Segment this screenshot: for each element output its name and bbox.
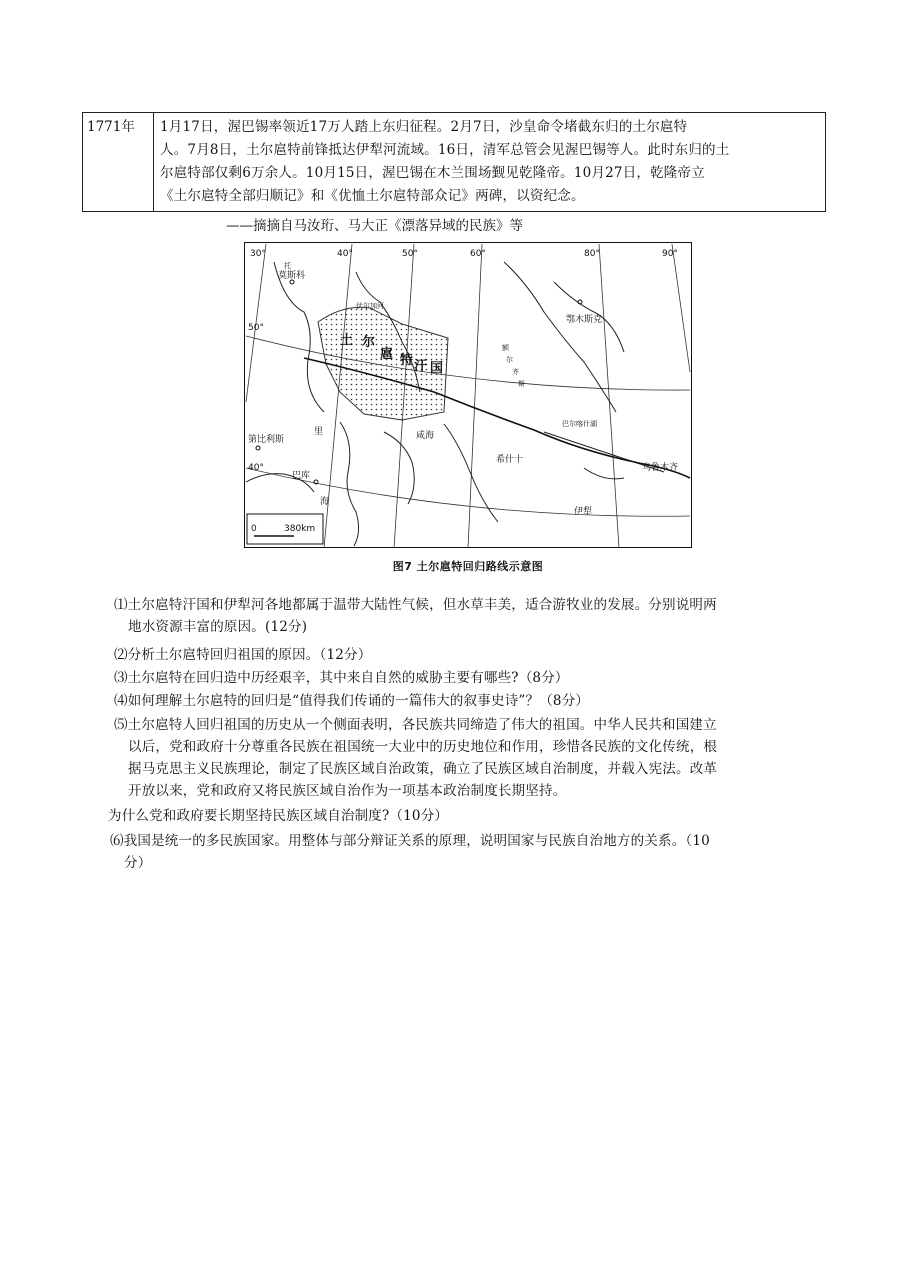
event-line: 1月17日，渥巴锡率领近17万人踏上东归征程。2月7日，沙皇命令堵截东归的土尔扈特 bbox=[160, 119, 688, 135]
khanate-label: 汗 bbox=[414, 359, 428, 374]
map-place-label: 巴尔喀什湖 bbox=[562, 420, 597, 428]
event-line: 人。7月8日，土尔扈特前锋抵达伊犁河流域。16日，清军总管会见渥巴锡等人。此时东归的土 bbox=[160, 142, 730, 158]
longitude-label: 80° bbox=[584, 249, 600, 259]
khanate-label: 扈 bbox=[380, 347, 394, 362]
question-6-line: ⑹我国是统一的多民族国家。用整体与部分辩证关系的原理，说明国家与民族自治地方的关系。（10 bbox=[110, 833, 710, 849]
question-4: ⑷如何理解土尔扈特的回归是“值得我们传诵的一篇伟大的叙事史诗”？（8分） bbox=[114, 693, 590, 709]
question-6-line: 分） bbox=[124, 855, 152, 871]
map-place-label: 额 bbox=[502, 344, 509, 352]
longitude-label: 90° bbox=[662, 249, 678, 259]
source-citation: ——摘摘自马汝珩、马大正《漂落异域的民族》等 bbox=[226, 218, 523, 234]
map-place-label: 咸海 bbox=[416, 431, 435, 441]
map-place-label: 第比利斯 bbox=[248, 435, 285, 445]
khanate-label: 土 bbox=[340, 333, 354, 348]
map-place-label: 尔 bbox=[506, 356, 513, 364]
question-1-line: 地水资源丰富的原因。(12分) bbox=[128, 619, 308, 635]
scale-zero-label: 0 bbox=[251, 524, 257, 534]
route-map-svg bbox=[244, 242, 692, 548]
latitude-label: 50° bbox=[248, 323, 264, 333]
question-5 bbox=[114, 714, 828, 802]
question-5-line: ⑸土尔扈特人回归祖国的历史从一个侧面表明，各民族共同缔造了伟大的祖国。中华人民共和国建立 bbox=[114, 717, 717, 733]
year-cell: 1771年 bbox=[83, 113, 154, 212]
question-3: ⑶土尔扈特在回归造中历经艰辛，其中来自自然的威胁主要有哪些?（8分） bbox=[114, 670, 569, 686]
map-place-label: 鄂木斯克 bbox=[566, 315, 603, 325]
map-place-label: 伏尔加河 bbox=[356, 302, 384, 310]
event-line: 尔扈特部仅剩6万余人。10月15日，渥巴锡在木兰围场觐见乾隆帝。10月27日，乾隆帝立 bbox=[160, 165, 705, 181]
longitude-label: 50° bbox=[402, 249, 418, 259]
latitude-label: 40° bbox=[248, 463, 264, 473]
longitude-label: 40° bbox=[337, 249, 353, 259]
question-6 bbox=[110, 830, 828, 874]
map-caption: 图7 土尔扈特回归路线示意图 bbox=[392, 560, 544, 573]
question-5-line: 以后，党和政府十分尊重各民族在祖国统一大业中的历史地位和作用，珍惜各民族的文化传统，根 bbox=[128, 739, 718, 755]
question-5-ask: 为什么党和政府要长期坚持民族区域自治制度?（10分） bbox=[108, 808, 449, 824]
map-place-label: 齐 bbox=[512, 368, 519, 376]
map-place-label: 巴库 bbox=[292, 471, 311, 481]
khanate-label: 特 bbox=[400, 353, 414, 368]
question-5-line: 据马克思主义民族理论，制定了民族区域自治政策，确立了民族区域自治制度，并载入宪法。改革 bbox=[128, 761, 718, 777]
event-line: 《土尔扈特全部归顺记》和《优恤土尔扈特部众记》两碑，以资纪念。 bbox=[160, 188, 585, 204]
table-row bbox=[83, 113, 826, 212]
map-place-label: 乌鲁木齐 bbox=[642, 463, 679, 473]
question-1-line: ⑴土尔扈特汗国和伊犁河各地都属于温带大陆性气候，但水草丰美，适合游牧业的发展。分别说明两 bbox=[114, 597, 717, 613]
map-place-label: 斯 bbox=[518, 380, 525, 388]
scale-label: 380km bbox=[284, 524, 316, 534]
question-5-line: 开放以来，党和政府又将民族区域自治作为一项基本政治制度长期坚持。 bbox=[128, 783, 567, 799]
map-place-label: 里 bbox=[314, 427, 324, 437]
question-1 bbox=[114, 594, 826, 638]
event-table bbox=[82, 112, 826, 212]
khanate-label: 国 bbox=[430, 361, 444, 376]
map-place-label: 托 bbox=[284, 262, 291, 270]
route-map bbox=[244, 242, 692, 548]
longitude-label: 30° bbox=[250, 249, 266, 259]
longitude-label: 60° bbox=[470, 249, 486, 259]
question-2: ⑵分析土尔扈特回归祖国的原因。（12分） bbox=[114, 647, 372, 663]
khanate-label: 尔 bbox=[362, 335, 376, 350]
map-place-label: 伊犁 bbox=[574, 507, 593, 517]
map-place-label: 希什十 bbox=[496, 455, 524, 465]
map-place-label: 海 bbox=[320, 497, 330, 507]
map-place-label: 莫斯科 bbox=[278, 271, 306, 281]
event-cell bbox=[154, 113, 826, 212]
